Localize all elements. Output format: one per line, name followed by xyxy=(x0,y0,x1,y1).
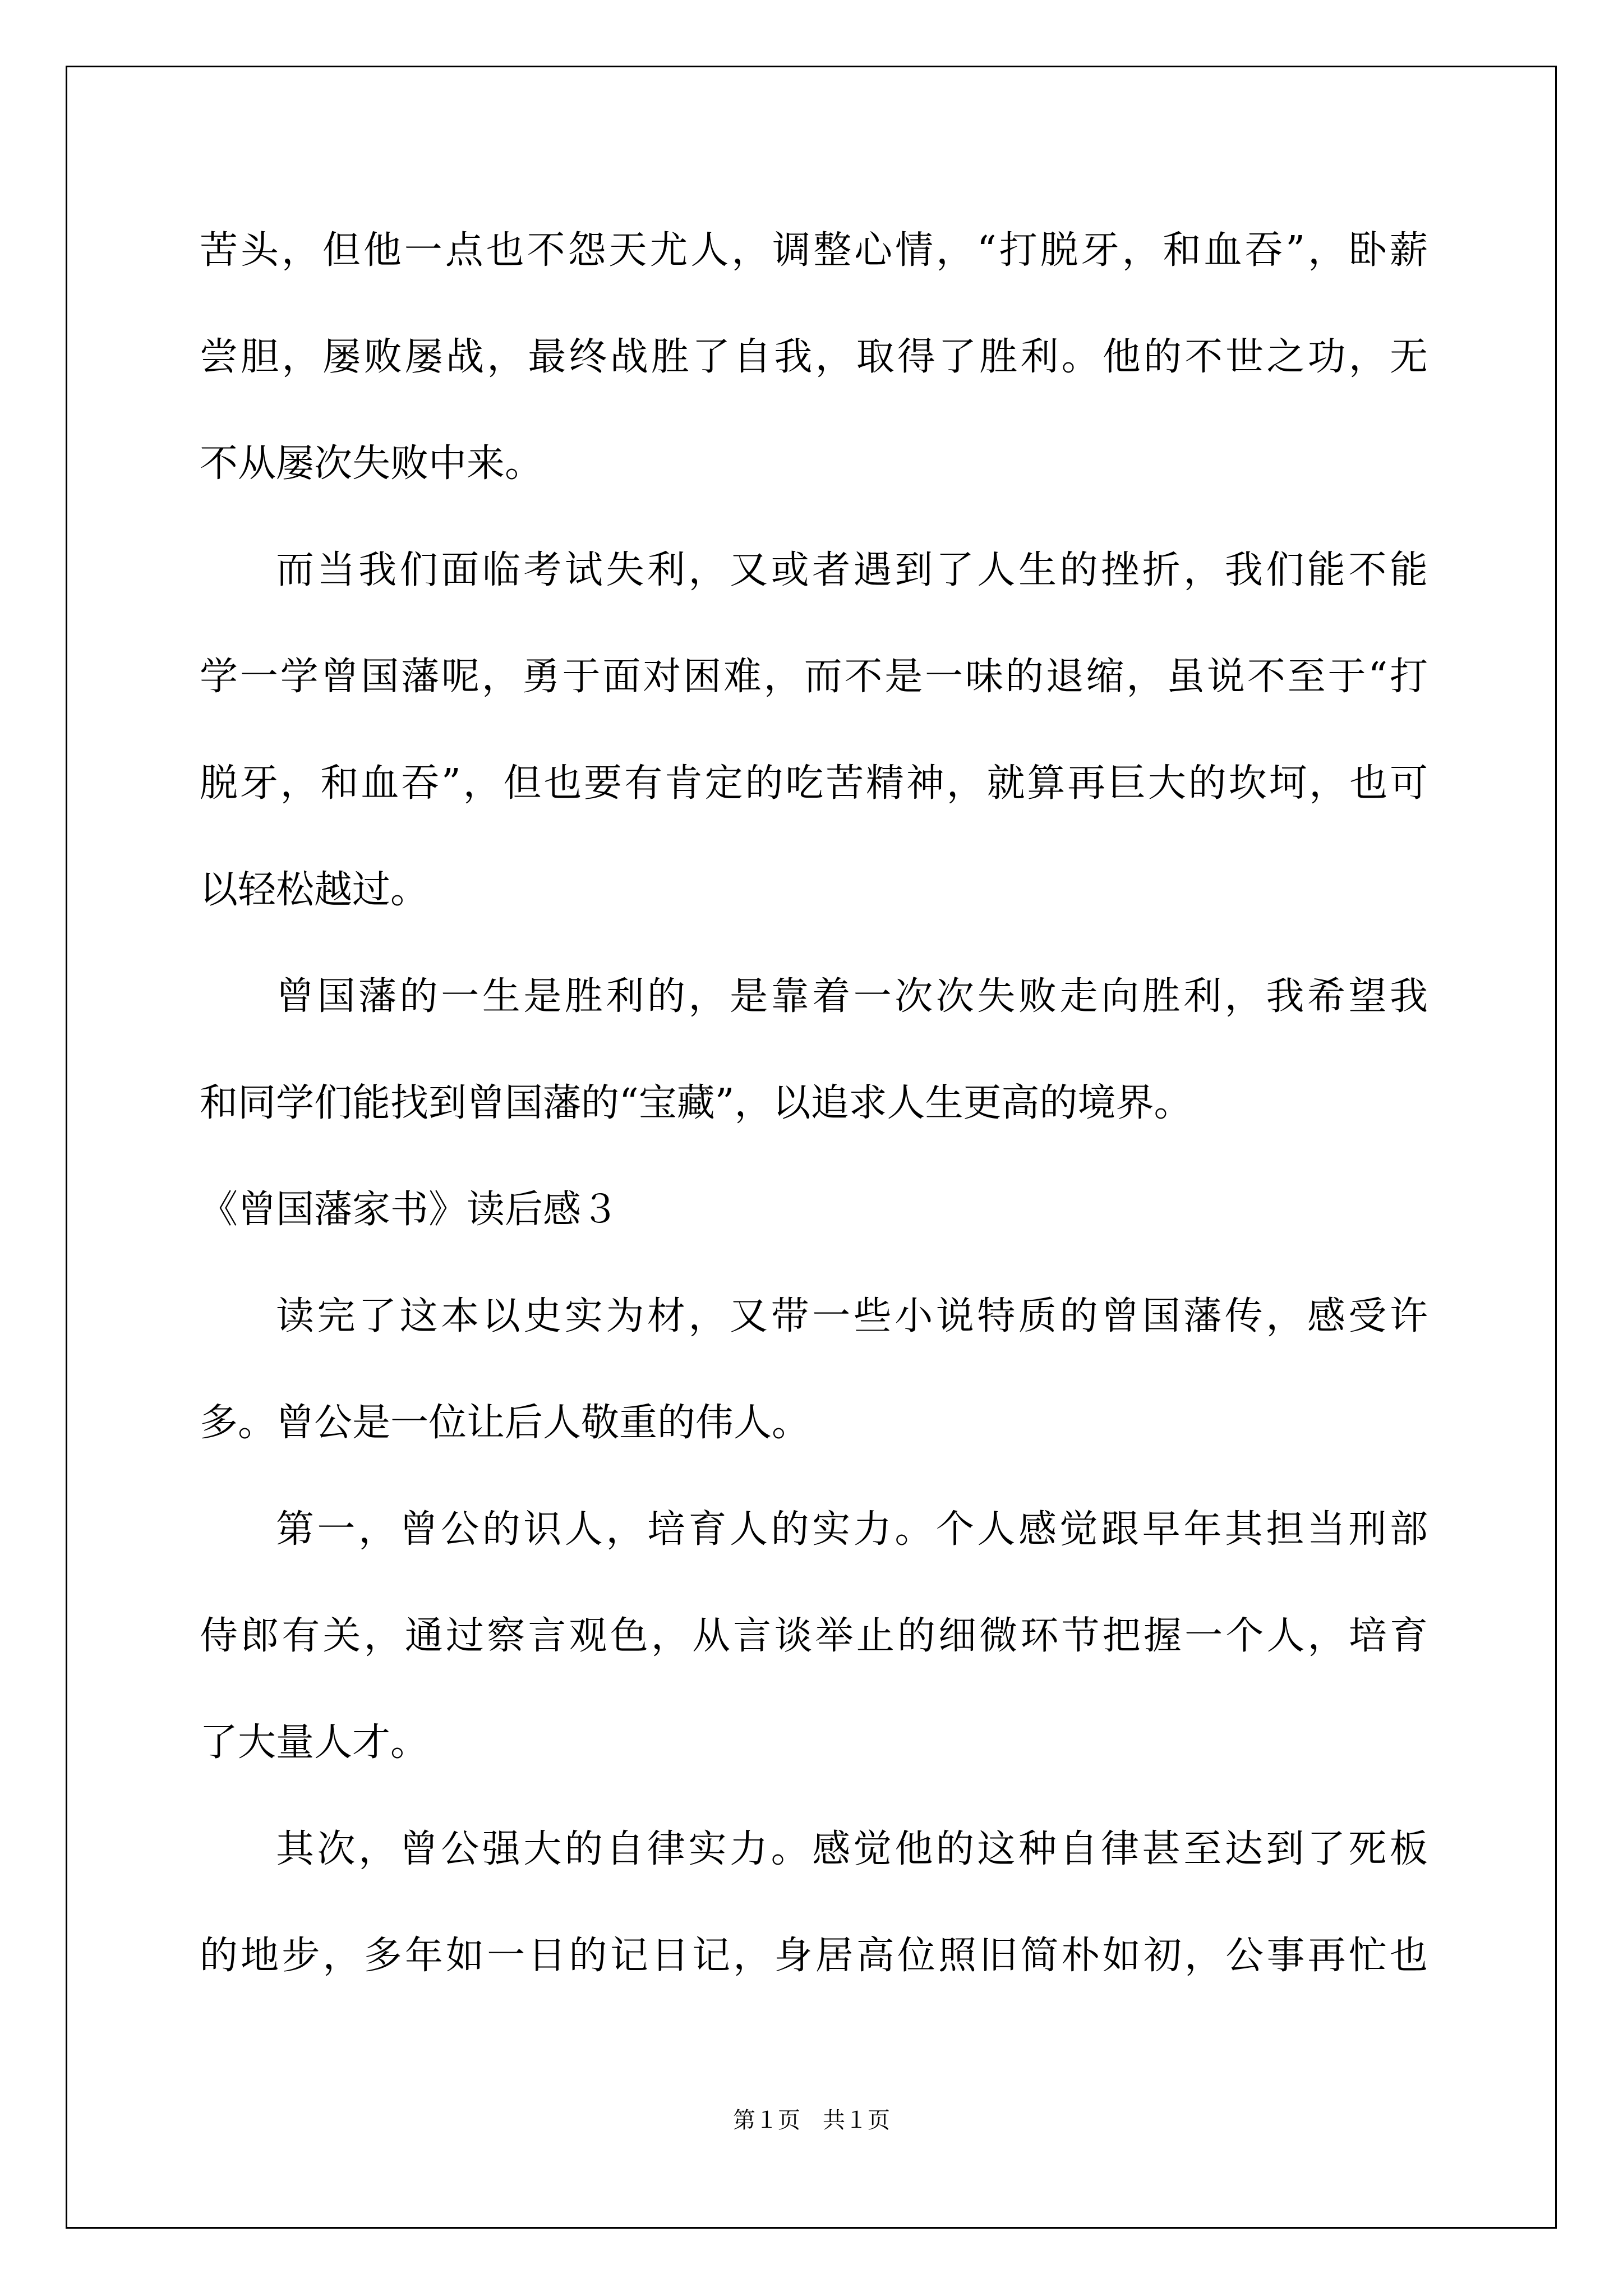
text-line: 以轻松越过。 xyxy=(200,868,429,912)
text-line: 曾国藩的一生是胜利的，是靠着一次次失败走向胜利，我希望我 xyxy=(276,974,1428,1019)
text-line: 不从屡次失败中来。 xyxy=(200,441,543,486)
text-line: 和同学们能找到曾国藩的“宝藏”，以追求人生更高的境界。 xyxy=(200,1081,1192,1125)
text-line: 多。曾公是一位让后人敬重的伟人。 xyxy=(200,1401,810,1445)
text-line: 苦头，但他一点也不怨天尤人，调整心情，“打脱牙，和血吞”，卧薪 xyxy=(200,228,1428,273)
text-line: 学一学曾国藩呢，勇于面对困难，而不是一味的退缩，虽说不至于“打 xyxy=(200,655,1428,699)
page-footer: 第１页 共１页 xyxy=(733,2108,890,2133)
text-line: 其次，曾公强大的自律实力。感觉他的这种自律甚至达到了死板 xyxy=(276,1827,1428,1871)
text-line: 侍郎有关，通过察言观色，从言谈举止的细微环节把握一个人，培育 xyxy=(200,1614,1428,1658)
text-line: 读完了这本以史实为材，又带一些小说特质的曾国藩传，感受许 xyxy=(276,1294,1428,1338)
document-body xyxy=(200,197,1428,2009)
text-line: 第一，曾公的识人，培育人的实力。个人感觉跟早年其担当刑部 xyxy=(276,1507,1428,1552)
text-line: 的地步，多年如一日的记日记，身居高位照旧简朴如初，公事再忙也 xyxy=(200,1934,1428,1978)
text-line: 而当我们面临考试失利，又或者遇到了人生的挫折，我们能不能 xyxy=(276,548,1428,592)
section-heading: 《曾国藩家书》读后感３ xyxy=(200,1188,620,1232)
text-line: 脱牙，和血吞”，但也要有肯定的吃苦精神，就算再巨大的坎坷，也可 xyxy=(200,761,1428,806)
text-line: 了大量人才。 xyxy=(200,1720,429,1765)
text-line: 尝胆，屡败屡战，最终战胜了自我，取得了胜利。他的不世之功，无 xyxy=(200,335,1428,379)
